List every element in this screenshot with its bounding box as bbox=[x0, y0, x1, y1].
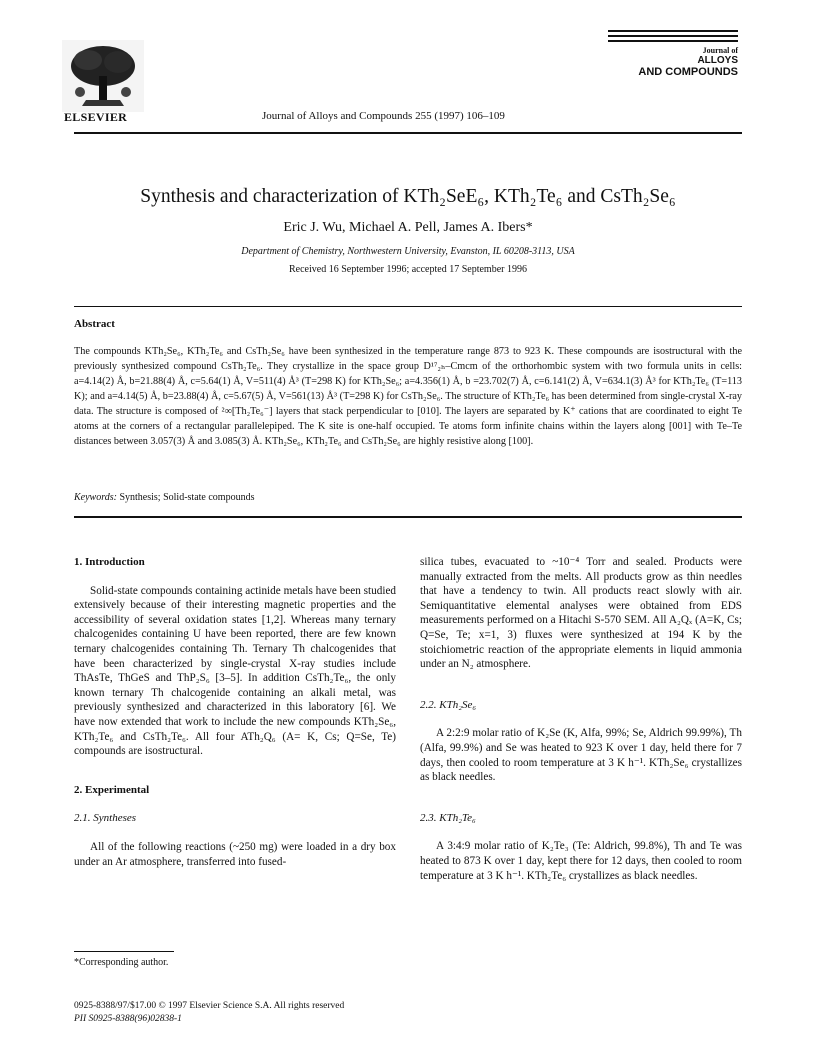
kth2se6-paragraph: A 2:2:9 molar ratio of K₂Se (K, Alfa, 99%; Se, Aldrich 99.99%), Th (Alfa, 99.9%) and Se was heated to 923 K over 1 day, held there for 7 days, then cooled to room temperature at 3 K h⁻¹. KTh₂Se₆ crystallizes as black needles. bbox=[420, 727, 742, 784]
keywords-value: Synthesis; Solid-state compounds bbox=[119, 492, 255, 503]
section-2-heading: 2. Experimental bbox=[74, 783, 150, 796]
pii-line: PII S0925-8388(96)02838-1 bbox=[74, 1014, 182, 1024]
abstract-text: The compounds KTh₂Se₆, KTh₂Te₆ and CsTh₂Se₆ have been synthesized in the temperature range 873 to 923 K. These compounds are isostructural with the previously synthesized compound CsTh₂Te₆. They crystallize in the space group D¹⁷₂ₕ–Cmcm of the orthorhombic system with two formula units in cells: a=4.14(2) Å, b=21.88(4) Å, c=5.64(1) Å, V=511(4) Å³ (T=298 K) for KTh₂Se₆; a=4.356(1) Å, b =23.702(7) Å, c=6.141(2) Å, V=634.1(3) Å³ for KTh₂Te₆ (T=113 K); and a=4.14(5) Å, b=23.88(4) Å, c=5.67(5) Å, V=561(13) Å³ (T=298 K) for CsTh₂Se₆. The structure of KTh₂Te₆ has been determined from single-crystal X-ray data. The structure is composed of ²∞[Th₂Te₆⁻] layers that stack perpendicular to [010]. The layers are separated by K⁺ cations that are coordinated to eight Te atoms at the corners of a rectangular parallelepiped. The K site is one-half occupied. Te atoms form infinite chains within the layers along [001] with Te–Te distances between 3.057(3) Å and 3.085(3) Å. KTh₂Se₆, KTh₂Te₆ and CsTh₂Se₆ are highly resistive along [100]. bbox=[74, 346, 742, 447]
right-column bbox=[420, 555, 742, 883]
publisher-name: ELSEVIER bbox=[64, 110, 128, 124]
journal-reference: Journal of Alloys and Compounds 255 (1997) 106–109 bbox=[262, 110, 505, 122]
subsection-2-1-heading: 2.1. Syntheses bbox=[74, 812, 137, 825]
footnote-rule bbox=[74, 951, 174, 952]
continued-paragraph: silica tubes, evacuated to ~10⁻⁴ Torr and sealed. Products were manually extracted from the melts. All products grow as thin needles that have a tendency to twin. All products react slowly with air. Semiquantitative elemental analyses were obtained from EDS measurements performed on a Hitachi S-570 SEM. All A₂Qₓ (A=K, Cs; Q=Se, Te; x=1, 3) fluxes were synthesized at 194 K by the stoichiometric reaction of the appropriate elements in liquid ammonia under an N₂ atmosphere. bbox=[420, 556, 742, 671]
received-dates: Received 16 September 1996; accepted 17 September 1996 bbox=[289, 264, 527, 275]
keywords-label: Keywords: bbox=[74, 492, 117, 503]
keywords-line bbox=[74, 492, 254, 503]
journal-brand-line-1: Journal of bbox=[702, 46, 738, 55]
corresponding-author-footnote: *Corresponding author. bbox=[74, 957, 169, 968]
header-rule bbox=[74, 132, 742, 134]
copyright-line: 0925-8388/97/$17.00 © 1997 Elsevier Science S.A. All rights reserved bbox=[74, 1001, 345, 1011]
abstract-heading: Abstract bbox=[74, 318, 115, 330]
journal-brand-line-3: AND COMPOUNDS bbox=[638, 66, 738, 78]
journal-brand-line-2: ALLOYS bbox=[697, 55, 738, 66]
abstract-bottom-rule bbox=[74, 516, 742, 518]
left-column bbox=[74, 555, 396, 869]
subsection-2-3-heading: 2.3. KTh₂Te₆ bbox=[420, 811, 476, 824]
article-title: Synthesis and characterization of KTh₂SeE₆, KTh₂Te₆ and CsTh₂Se₆ bbox=[140, 186, 676, 207]
journal-brand bbox=[608, 30, 738, 78]
author-affiliation: Department of Chemistry, Northwestern University, Evanston, IL 60208-3113, USA bbox=[241, 246, 575, 257]
introduction-paragraph: Solid-state compounds containing actinide metals have been studied extensively because of their interesting magnetic properties and the accessibility of several oxidation states [1,2]. Whereas many ternary chalcogenides containing U have been reported, there are few known ternary chalcogenides containing Th. Ternary Th chalcogenides that have been characterized by single-crystal X-ray studies include ThAsTe, ThGeS and ThP₂S₆ [3–5]. In addition CsTh₂Te₆, the only known ternary Th chalcogenide containing an alkali metal, was previously synthesized and characterized in this laboratory [6]. We have now extended that work to include the new compounds KTh₂Se₆, KTh₂Te₆ and CsTh₂Te₆. All four ATh₂Q₆ (A= K, Cs; Q=Se, Te) compounds are isostructural. bbox=[74, 584, 396, 758]
kth2te6-paragraph: A 3:4:9 molar ratio of K₂Te₃ (Te: Aldrich, 99.8%), Th and Te was heated to 873 K over 1 day, kept there for 12 days, then cooled to room temperature at 3 K h⁻¹. KTh₂Te₆ crystallizes as black needles. bbox=[420, 840, 742, 882]
section-1-heading: 1. Introduction bbox=[74, 556, 145, 568]
elsevier-tree-logo bbox=[62, 40, 144, 112]
syntheses-paragraph: All of the following reactions (~250 mg) were loaded in a dry box under an Ar atmosphere, transferred into fused- bbox=[74, 840, 396, 868]
copyright-block bbox=[74, 1000, 344, 1026]
abstract-top-rule bbox=[74, 306, 742, 307]
article-authors: Eric J. Wu, Michael A. Pell, James A. Ibers* bbox=[283, 220, 533, 235]
subsection-2-2-heading: 2.2. KTh₂Se₆ bbox=[420, 698, 477, 711]
